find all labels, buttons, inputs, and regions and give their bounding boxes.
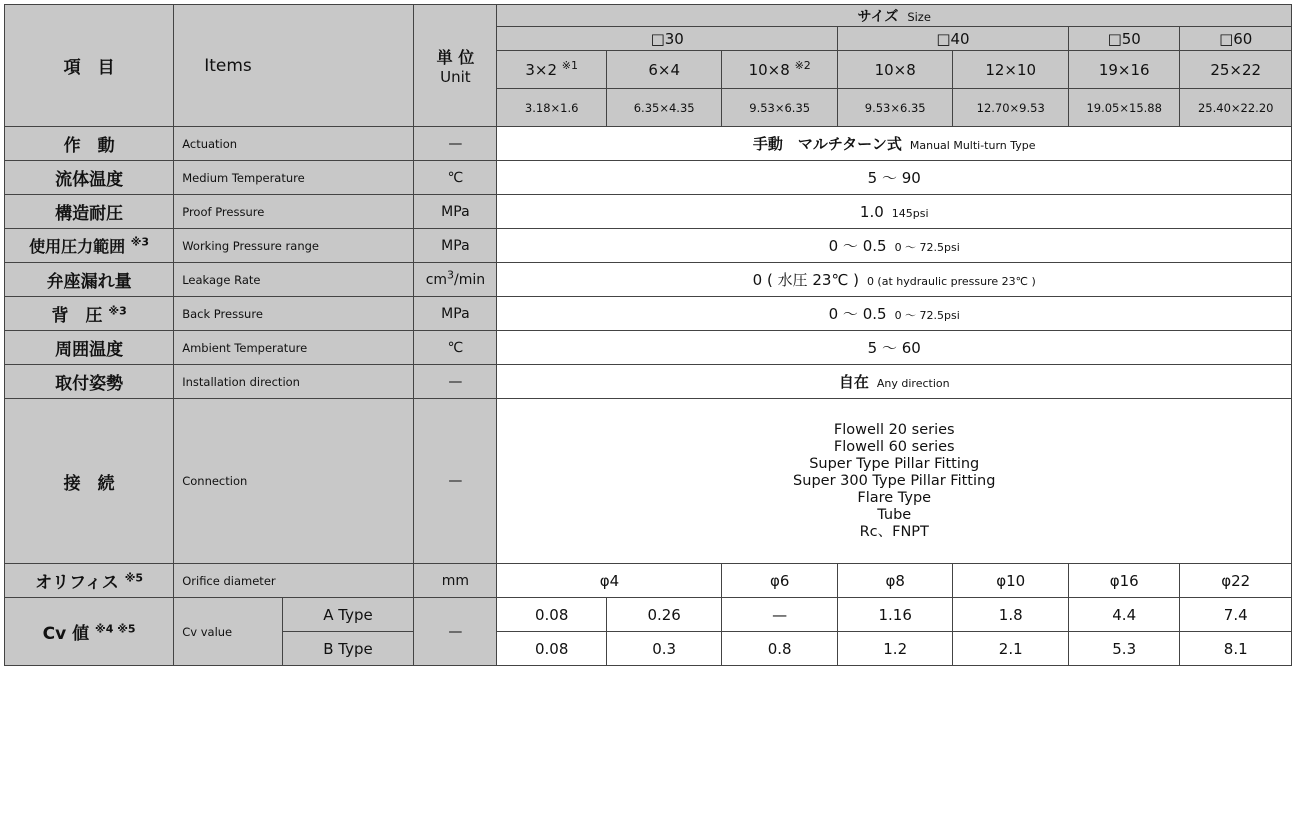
size-col-3: 10×8 $^{※2}$ [722, 51, 838, 89]
row-medium-temp [5, 161, 1292, 195]
cv-b-type-label: B Type [282, 632, 414, 666]
actuation-label: 作 動 [5, 127, 174, 161]
cv-en: Cv value [174, 598, 282, 666]
row-cv-a [5, 598, 1292, 632]
proof-en: Proof Pressure [174, 195, 414, 229]
connection-line: Super Type Pillar Fitting [809, 455, 980, 472]
orifice-value: φ6 [722, 564, 838, 598]
orifice-en: Orifice diameter [174, 564, 414, 598]
orifice-value: φ22 [1180, 564, 1292, 598]
cv-a-value: 1.8 [953, 598, 1069, 632]
cv-a-value: — [722, 598, 838, 632]
ambient-label: 周囲温度 [5, 331, 174, 365]
back-unit: MPa [414, 297, 497, 331]
working-unit: MPa [414, 229, 497, 263]
cv-b-value: 2.1 [953, 632, 1069, 666]
row-working [5, 229, 1292, 263]
subsize-col-6: 19.05×15.88 [1068, 89, 1179, 127]
row-back [5, 297, 1292, 331]
cv-b-value: 5.3 [1068, 632, 1179, 666]
leakage-en: Leakage Rate [174, 263, 414, 297]
subsize-col-3: 9.53×6.35 [722, 89, 838, 127]
header-unit: 単 位 Unit [414, 5, 497, 127]
group-30: □30 [497, 27, 837, 51]
size-col-4: 10×8 [837, 51, 953, 89]
connection-value [497, 399, 1292, 564]
subsize-col-5: 12.70×9.53 [953, 89, 1069, 127]
connection-line: Flare Type [857, 489, 932, 506]
subsize-col-4: 9.53×6.35 [837, 89, 953, 127]
size-col-6: 19×16 [1068, 51, 1179, 89]
subsize-col-7: 25.40×22.20 [1180, 89, 1292, 127]
orifice-value: φ16 [1068, 564, 1179, 598]
header-size: サイズ Size [497, 5, 1292, 27]
cv-label: Cv 値 $^{※4 ※5}$ [5, 598, 174, 666]
row-orifice [5, 564, 1292, 598]
cv-a-value: 1.16 [837, 598, 953, 632]
connection-line: Flowell 20 series [833, 421, 955, 438]
cv-b-value: 0.3 [606, 632, 722, 666]
group-60: □60 [1180, 27, 1292, 51]
connection-label: 接 続 [5, 399, 174, 564]
working-label: 使用圧力範囲 $^{※3}$ [5, 229, 174, 263]
spec-table [4, 4, 1292, 666]
connection-line: Flowell 60 series [833, 438, 955, 455]
cv-a-type-label: A Type [282, 598, 414, 632]
row-install [5, 365, 1292, 399]
cv-a-value: 0.26 [606, 598, 722, 632]
actuation-value: 手動 マルチターン式 Manual Multi-turn Type [497, 127, 1292, 161]
cv-a-value: 0.08 [497, 598, 606, 632]
header-items-en: Items [174, 5, 414, 127]
ambient-en: Ambient Temperature [174, 331, 414, 365]
ambient-value: 5 ～ 60 [497, 331, 1292, 365]
size-col-5: 12×10 [953, 51, 1069, 89]
leakage-unit: $cm^3/\min$ [414, 263, 497, 297]
working-en: Working Pressure range [174, 229, 414, 263]
proof-label: 構造耐圧 [5, 195, 174, 229]
install-value: 自在 Any direction [497, 365, 1292, 399]
medium-temp-en: Medium Temperature [174, 161, 414, 195]
size-col-2: 6×4 [606, 51, 722, 89]
actuation-en: Actuation [174, 127, 414, 161]
leakage-label: 弁座漏れ量 [5, 263, 174, 297]
cv-a-value: 7.4 [1180, 598, 1292, 632]
size-col-1: 3×2 $^{※1}$ [497, 51, 606, 89]
row-actuation [5, 127, 1292, 161]
row-proof [5, 195, 1292, 229]
connection-line: Tube [877, 506, 912, 523]
leakage-value: 0 ( 水圧 23℃ ) 0 (at hydraulic pressure 23℃ ) [497, 263, 1292, 297]
group-50: □50 [1068, 27, 1179, 51]
orifice-value: φ10 [953, 564, 1069, 598]
group-40: □40 [837, 27, 1068, 51]
medium-temp-label: 流体温度 [5, 161, 174, 195]
working-value: 0 ～ 0.5 0 ～ 72.5psi [497, 229, 1292, 263]
back-label: 背 圧 $^{※3}$ [5, 297, 174, 331]
back-value: 0 ～ 0.5 0 ～ 72.5psi [497, 297, 1292, 331]
cv-a-value: 4.4 [1068, 598, 1179, 632]
back-en: Back Pressure [174, 297, 414, 331]
subsize-col-2: 6.35×4.35 [606, 89, 722, 127]
orifice-value: φ4 [497, 564, 722, 598]
subsize-col-1: 3.18×1.6 [497, 89, 606, 127]
proof-value: 1.0 145psi [497, 195, 1292, 229]
cv-b-value: 8.1 [1180, 632, 1292, 666]
cv-b-value: 0.08 [497, 632, 606, 666]
medium-temp-unit: ℃ [414, 161, 497, 195]
orifice-label: オリフィス $^{※5}$ [5, 564, 174, 598]
connection-line: Rc、FNPT [859, 523, 929, 540]
cv-unit: — [414, 598, 497, 666]
size-col-7: 25×22 [1180, 51, 1292, 89]
header-items-jp: 項 目 [5, 5, 174, 127]
connection-unit: — [414, 399, 497, 564]
actuation-unit: — [414, 127, 497, 161]
install-label: 取付姿勢 [5, 365, 174, 399]
cv-b-value: 1.2 [837, 632, 953, 666]
proof-unit: MPa [414, 195, 497, 229]
row-ambient [5, 331, 1292, 365]
connection-line: Super 300 Type Pillar Fitting [793, 472, 996, 489]
orifice-value: φ8 [837, 564, 953, 598]
orifice-unit: mm [414, 564, 497, 598]
connection-en: Connection [174, 399, 414, 564]
install-en: Installation direction [174, 365, 414, 399]
ambient-unit: ℃ [414, 331, 497, 365]
row-connection [5, 399, 1292, 564]
cv-b-value: 0.8 [722, 632, 838, 666]
row-leakage [5, 263, 1292, 297]
install-unit: — [414, 365, 497, 399]
medium-temp-value: 5 ～ 90 [497, 161, 1292, 195]
